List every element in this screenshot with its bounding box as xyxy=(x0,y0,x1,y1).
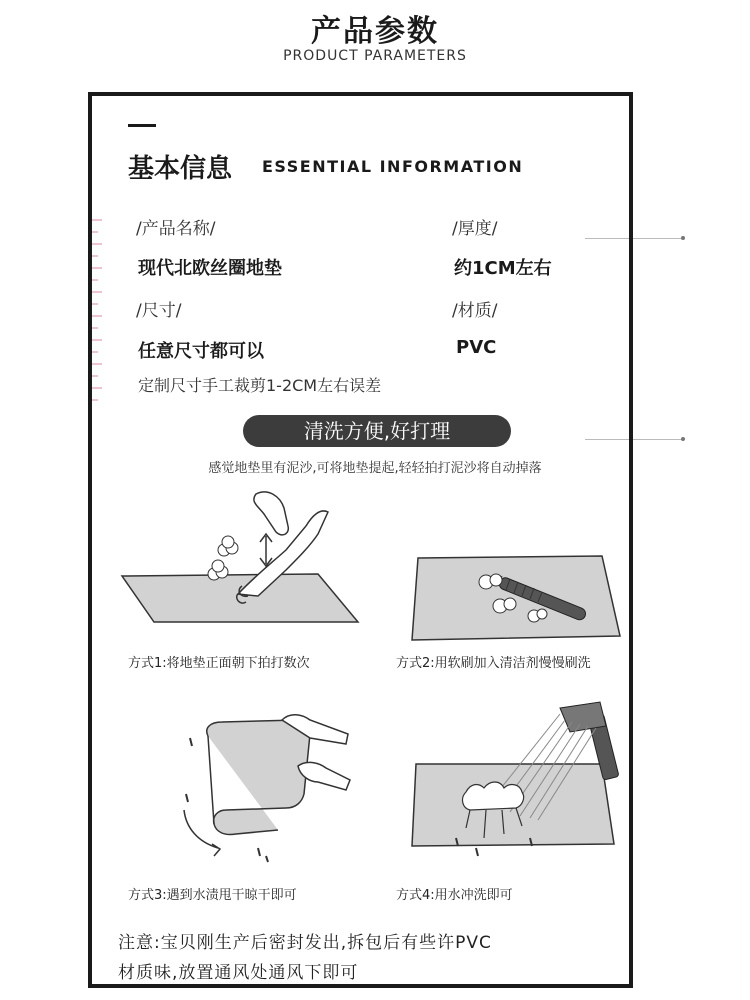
notice-line-2: 材质味,放置通风处通风下即可 xyxy=(118,963,359,983)
material-value: PVC xyxy=(456,337,497,358)
size-label: /尺寸/ xyxy=(136,301,182,321)
cleaning-tip: 感觉地垫里有泥沙,可将地垫提起,轻轻拍打泥沙将自动掉落 xyxy=(208,461,542,476)
method-3-caption: 方式3:遇到水渍甩干晾干即可 xyxy=(128,888,297,903)
brush-scrubbing-mat-icon xyxy=(412,552,632,644)
hand-patting-mat-icon xyxy=(118,486,363,636)
product-name-value: 现代北欧丝圈地垫 xyxy=(138,258,282,279)
material-label: /材质/ xyxy=(452,301,498,321)
method-1-caption: 方式1:将地垫正面朝下拍打数次 xyxy=(128,656,310,671)
section-dash xyxy=(128,124,156,127)
page-title: 产品参数 xyxy=(311,14,439,49)
hands-shaking-mat-icon xyxy=(178,698,358,868)
guide-dot xyxy=(681,236,685,240)
section-title-en: ESSENTIAL INFORMATION xyxy=(262,157,524,176)
cleaning-banner: 清洗方便,好打理 xyxy=(243,415,511,447)
shower-rinsing-mat-icon xyxy=(410,698,630,868)
product-name-label: /产品名称/ xyxy=(136,219,216,239)
page-subtitle: PRODUCT PARAMETERS xyxy=(283,48,467,64)
section-title: 基本信息 xyxy=(128,154,233,184)
method-2-caption: 方式2:用软刷加入清洁剂慢慢刷洗 xyxy=(396,656,591,671)
notice-line-1: 注意:宝贝刚生产后密封发出,拆包后有些许PVC xyxy=(118,933,492,953)
size-value: 任意尺寸都可以 xyxy=(138,341,264,362)
thickness-value: 约1CM左右 xyxy=(454,258,552,279)
custom-size-note: 定制尺寸手工裁剪1-2CM左右误差 xyxy=(138,376,382,395)
guide-dot xyxy=(681,437,685,441)
thickness-label: /厚度/ xyxy=(452,219,498,239)
method-4-caption: 方式4:用水冲洗即可 xyxy=(396,888,513,903)
